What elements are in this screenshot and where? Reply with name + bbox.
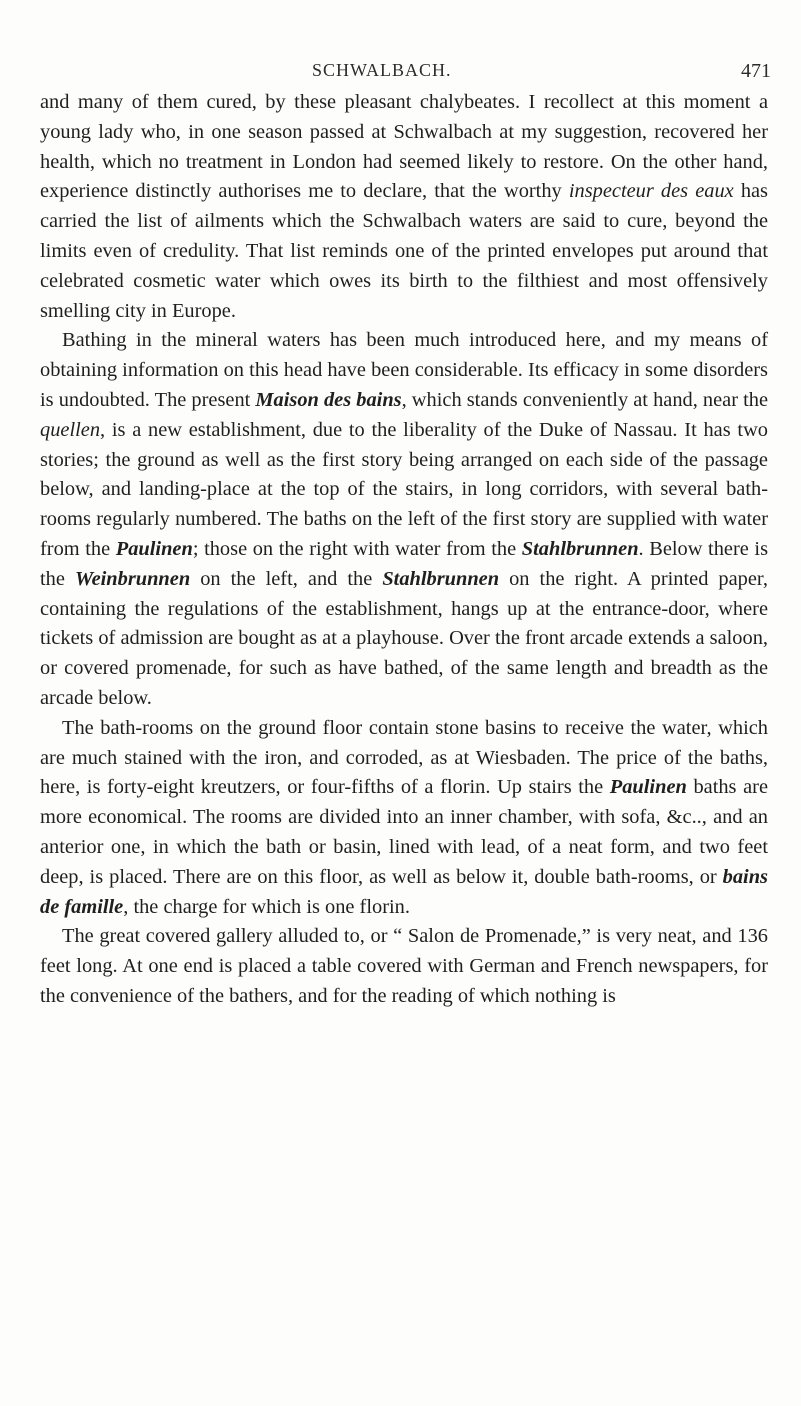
italic-phrase: inspecteur des eaux [568, 180, 734, 203]
italic-phrase: Stahlbrunnen [382, 567, 500, 590]
text-run: . Below there is the [40, 537, 769, 590]
page-number: 471 [741, 60, 771, 82]
text-run: The bath-rooms on the ground floor contain stone basins to receive the water, which are much stained with the iron, and corroded, as at Wiesbaden. The price of the baths, here, is forty-eight kreutzers, or four-fifths of a florin. Up stairs the [40, 716, 768, 799]
text-run: on the right. A printed paper, containing the regulations of the establishment, hangs up at the entrance-door, where tickets of admission are bought as at a playhouse. Over the front arcade extends a saloon, or covered promenade, for such as have bathed, of the same length and breadth as the arcade below. [40, 567, 768, 709]
italic-phrase: Stahlbrunnen [521, 537, 639, 560]
text-run: baths are more economical. The rooms are divided into an inner chamber, with sofa, &c.., and an anterior one, in which the bath or basin, lined with lead, of a neat form, and two feet deep, is placed. There are on this floor, as well as below it, double bath-rooms, or [40, 776, 768, 888]
italic-phrase: Maison des bains [255, 388, 402, 411]
body-text [40, 88, 768, 1012]
text-run: has carried the list of ailments which the Schwalbach waters are said to cure, beyond the limits even of credulity. That list reminds one of the printed envelopes put around that celebrated cosmetic water which owes its birth to the filthiest and most offensively smelling city in Europe. [40, 180, 768, 322]
paragraph-4 [40, 922, 768, 1011]
italic-phrase: bains de famille [40, 865, 768, 918]
text-run: ; those on the right with water from the [192, 537, 522, 560]
paragraph-2 [40, 326, 768, 713]
text-run: , the charge for which is one florin. [123, 895, 410, 918]
paragraph-1 [40, 88, 768, 326]
italic-phrase: Paulinen [115, 537, 193, 560]
text-run: on the left, and the [190, 567, 383, 590]
text-run: Bathing in the mineral waters has been much introduced here, and my means of obtaining information on this head have been considerable. Its efficacy in some disorders is undoubted. The present [40, 329, 768, 411]
text-run: , is a new establishment, due to the liberality of the Duke of Nassau. It has two stories; the ground as well as the first story being arranged on each side of the passage below, and landing-place at the top of the stairs, in long corridors, with several bath-rooms regularly numbered. The baths on the left of the first story are supplied with water from the [40, 418, 768, 560]
text-run: , which stands conveniently at hand, near the [401, 388, 769, 411]
running-head [0, 60, 801, 90]
italic-phrase: quellen [40, 418, 101, 441]
paragraph-3 [40, 714, 768, 923]
italic-phrase: Paulinen [609, 776, 687, 799]
text-run: and many of them cured, by these pleasant chalybeates. I recollect at this moment a young lady who, in one season passed at Schwalbach at my suggestion, recovered her health, which no treatment in London had seemed likely to restore. On the other hand, experience distinctly authorises me to declare, that the worthy [40, 91, 768, 203]
italic-phrase: Weinbrunnen [74, 567, 191, 590]
text-run: The great covered gallery alluded to, or “ Salon de Promenade,” is very neat, and 136 feet long. At one end is placed a table covered with German and French newspapers, for the convenience of the bathers, and for the reading of which nothing is [40, 925, 768, 1007]
running-title: SCHWALBACH. [312, 60, 452, 80]
